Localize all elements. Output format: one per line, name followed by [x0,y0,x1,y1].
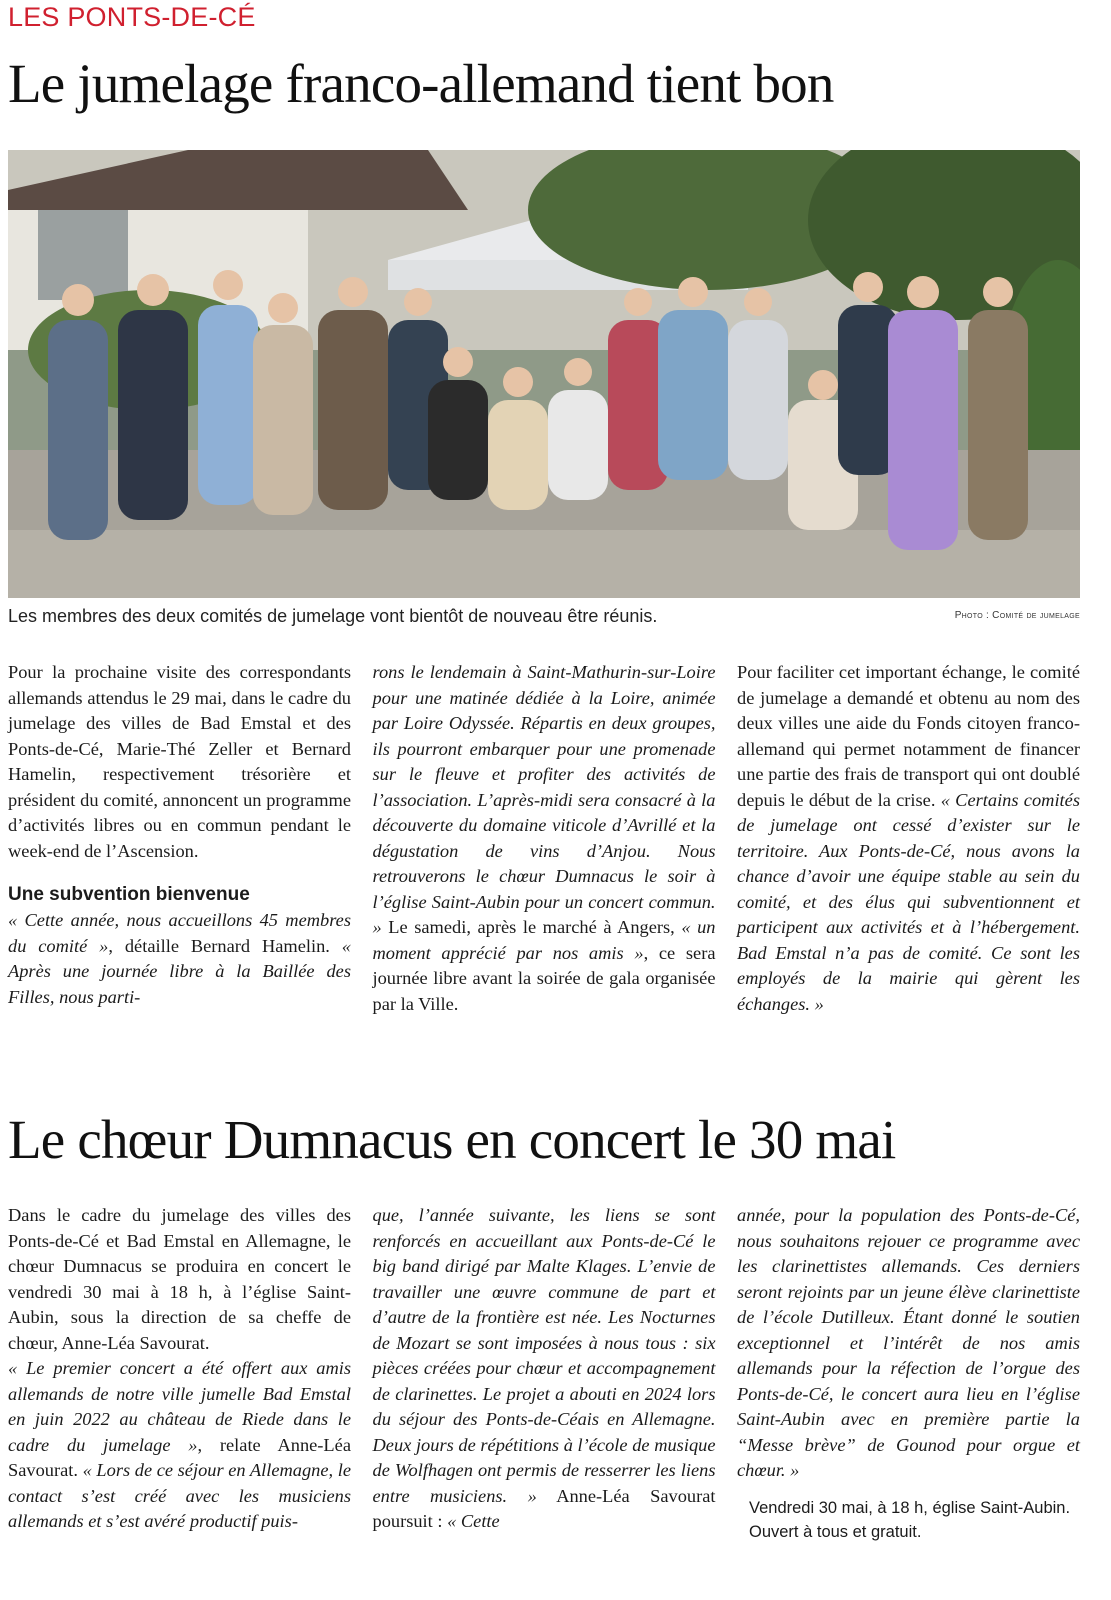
article2-paragraph [8,1356,351,1535]
article2-column-2 [373,1203,716,1544]
photo-caption-text: Les membres des deux comités de jumelage vont bientôt de nouveau être réunis. [8,606,658,626]
section-label: LES PONTS-DE-CÉ [8,2,256,32]
article2-body [8,1203,1080,1544]
quote: « Cette année, nous accueillons 45 membres du comité » [8,910,351,956]
quote: « un moment apprécié par nos amis » [372,917,716,963]
article1-column-2 [373,660,716,1017]
text: , relate Anne-Léa Savourat. [8,1434,351,1480]
text: , ce sera journée libre avant la soirée de gala organisée par la Ville. [372,942,716,1014]
quote: que, l’année suivante, les liens se sont renforcés en accueillant aux Ponts-de-Cé le big band dirigé par Malte Klages. L’envie de travailler une œuvre commune de part et d’autre de la frontière est née. Les Nocturnes de Mozart se sont imposées à nous tous : six pièces créées pour chœur et accompagnement de clarinettes. Le projet a abouti en 2024 lors du séjour des Ponts-de-Céais en Allemagne. Deux jours de répétitions à l’école de musique de Wolfhagen ont permis de resserrer les liens entre musiciens. » [372,1205,716,1506]
article1-paragraph [8,908,351,1010]
article2-paragraph [737,1203,1080,1484]
group-photo-illustration [8,150,1080,598]
quote: année, pour la population des Ponts-de-Cé, nous souhaitons rejouer ce programme avec les clarinettistes allemands. Ces derniers seront rejoints par un jeune élève clarinettiste de l’école Dutilleux. Étant donné le soutien exceptionnel et l’intérêt de nos amis allemands pour la réfection de l’orgue des Ponts-de-Cé, le concert aura lieu en l’église Saint-Aubin avec en première partie la “Messe brève” de Gounod pour orgue et chœur. » [737,1205,1080,1480]
article2-headline: Le chœur Dumnacus en concert le 30 mai [8,1109,896,1170]
article1-paragraph: Pour la prochaine visite des correspondants allemands attendus le 29 mai, dans le cadre du jumelage des villes de Bad Emstal et des Ponts-de-Cé, Marie-Thé Zeller et Bernard Hamelin, respectivement trésorière et président du comité, annoncent un programme d’activités libres ou en commun pendant le week-end de l’Ascension. [8,662,351,861]
article1-subhead: Une subvention bienvenue [8,884,250,905]
article2-paragraph [373,1203,716,1535]
article1-column-3 [737,660,1080,1017]
text: Le samedi, après le marché à Angers, [381,917,682,937]
text: , détaille Bernard Hamelin. [108,935,342,956]
text: Pour faciliter cet important échange, le comité de jumelage a demandé et obtenu au nom des deux villes une aide du Fonds citoyen franco-allemand qui permet notamment de financer une partie des frais de transport qui ont doublé depuis le début de la crise. [737,662,1080,810]
quote: « Cette [447,1511,500,1531]
article2-paragraph: Dans le cadre du jumelage des villes des Ponts-de-Cé et Bad Emstal en Allemagne, le chœur Dumnacus se produira en concert le vendredi 30 mai à 18 h, à l’église Saint-Aubin, sous la direction de sa cheffe de chœur, Anne-Léa Savourat. [8,1205,351,1353]
photo-credit: Photo : Comité de jumelage [954,610,1080,621]
article1-body [8,660,1080,1017]
article1-headline: Le jumelage franco-allemand tient bon [8,53,834,114]
article1-column-1 [8,660,351,1017]
quote: « Après une journée libre à la Baillée des Filles, nous parti- [8,935,351,1007]
group-photo [8,150,1080,598]
quote: « Lors de ce séjour en Allemagne, le contact s’est créé avec les musiciens allemands et s’est avéré productif puis- [8,1460,351,1531]
article2-column-3 [737,1203,1080,1544]
article1-paragraph [737,660,1080,1017]
photo-caption [8,606,1080,627]
quote: « Certains comités de jumelage ont cessé d’exister sur le territoire. Aux Ponts-de-Cé, nous avons la chance d’avoir une équipe stable au sein du comité, et des élus qui subventionnent et participent aux activités et à l’hébergement. Bad Emstal n’a pas de comité. Ce sont les employés de la mairie qui gèrent les échanges. » [737,789,1080,1014]
article1-paragraph [373,660,716,1017]
quote: rons le lendemain à Saint-Mathurin-sur-Loire pour une matinée dédiée à la Loire, animée par Loire Odyssée. Répartis en deux groupes, ils pourront embarquer pour une promenade sur le fleuve et profiter des activités de l’association. L’après-midi sera consacré à la découverte du domaine viticole d’Avrillé et la dégustation de vins d’Anjou. Nous retrouverons le chœur Dumnacus le soir à l’église Saint-Aubin pour un concert commun. » [372,662,716,937]
quote: « Le premier concert a été offert aux amis allemands de notre ville jumelle Bad Emstal en juin 2022 au château de Riede dans le cadre du jumelage » [8,1358,351,1455]
event-info: Vendredi 30 mai, à 18 h, église Saint-Aubin. Ouvert à tous et gratuit. [749,1498,1071,1541]
article2-column-1 [8,1203,351,1544]
text: Anne-Léa Savourat poursuit : [372,1485,716,1531]
